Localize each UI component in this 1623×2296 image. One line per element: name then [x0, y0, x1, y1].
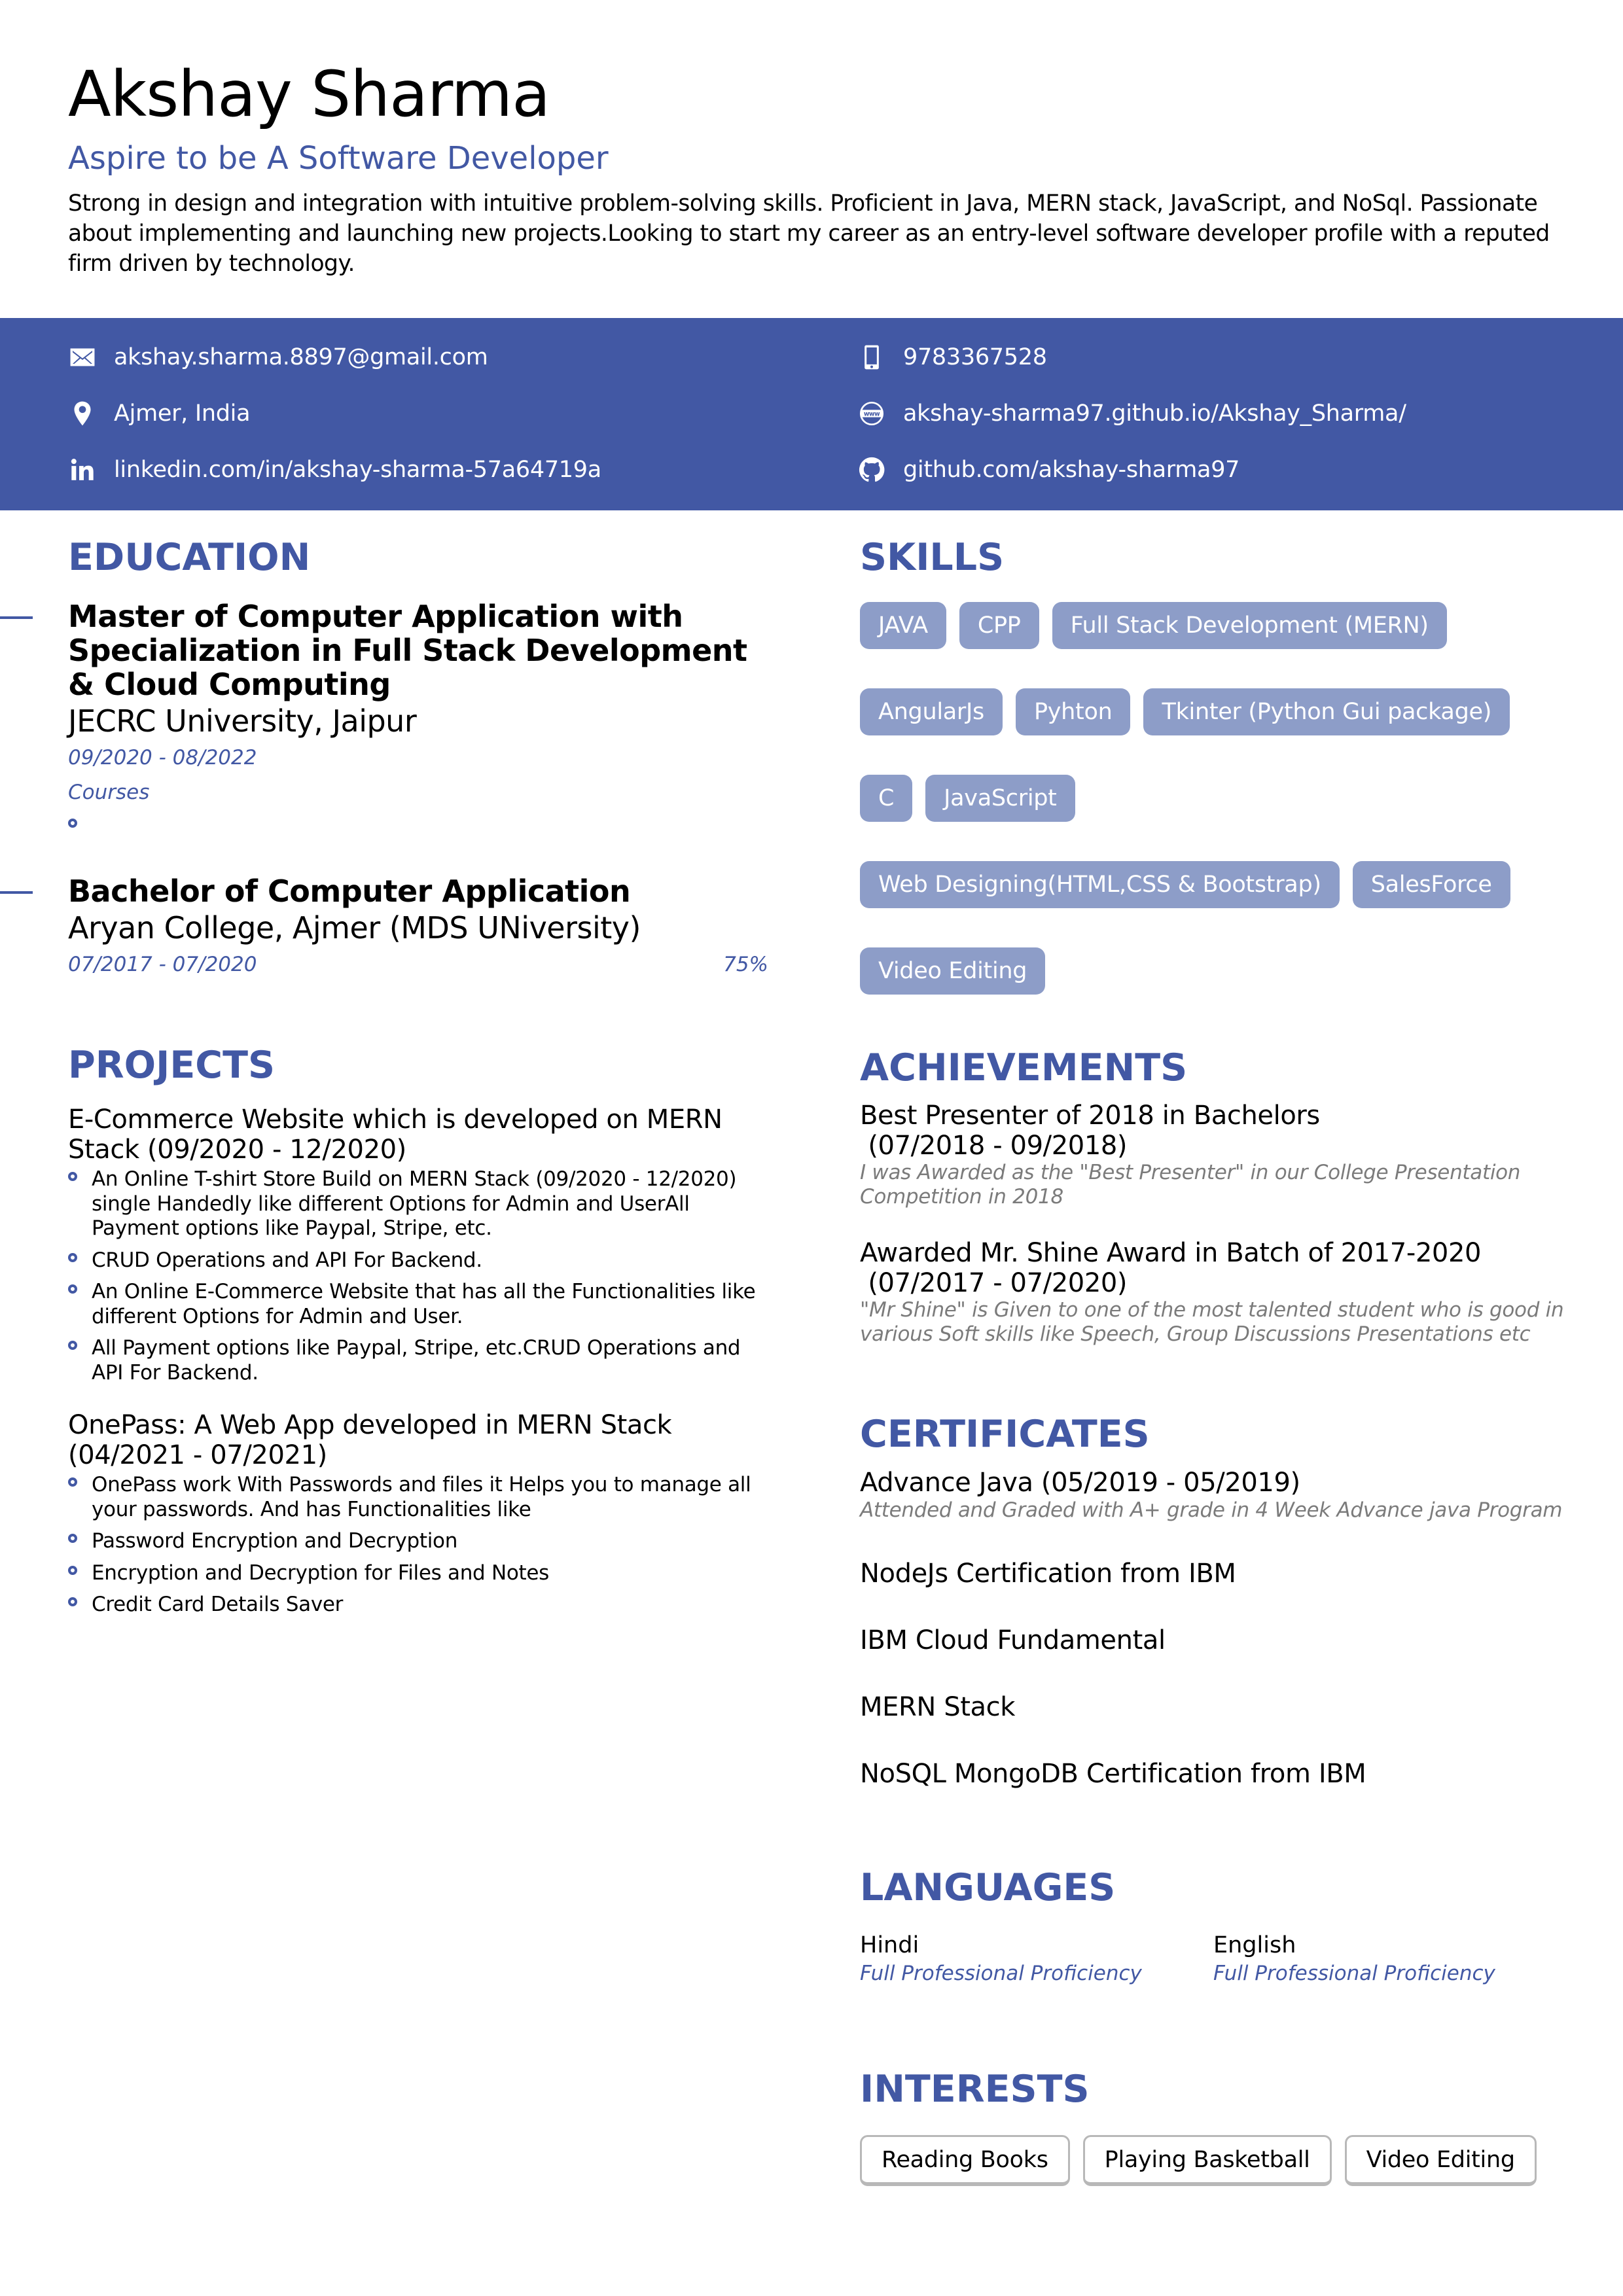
skills-heading: SKILLS — [860, 536, 1005, 579]
education-degree: Master of Computer Application with Specialization in Full Stack Development & Cloud Computing — [68, 599, 747, 702]
linkedin-icon — [68, 455, 97, 484]
achievement-title: Best Presenter of 2018 in Bachelors — [860, 1101, 1320, 1131]
courses-label: Courses — [68, 781, 150, 804]
certificates-section — [860, 1411, 1567, 1790]
mobile-phone-icon — [857, 343, 886, 372]
contact-bar — [0, 318, 1623, 510]
profile-summary: Strong in design and integration with intuitive problem-solving skills. Proficient in Java, MERN stack, JavaScript, and NoSql. Passionate about implementing and launching new projects.Looking to start my career as an entry-level software developer profile with a reputed firm driven by technology. — [68, 190, 1550, 277]
education-item — [68, 874, 768, 981]
certificate-title: NodeJs Certification from IBM — [860, 1559, 1236, 1589]
bullet-ring-icon — [68, 1566, 77, 1575]
interests-heading: INTERESTS — [860, 2068, 1090, 2111]
project-item — [68, 1410, 768, 1617]
envelope-icon — [68, 343, 97, 372]
certificate-title: MERN Stack — [860, 1692, 1015, 1722]
timeline-marker — [0, 616, 33, 619]
skill-tag: SalesForce — [1353, 861, 1510, 908]
project-bullets — [68, 1473, 768, 1617]
skills-section — [860, 534, 1567, 995]
projects-heading: PROJECTS — [68, 1044, 276, 1087]
github-text: github.com/akshay-sharma97 — [903, 457, 1240, 483]
location-pin-icon — [68, 399, 97, 428]
skill-tag: Pyhton — [1016, 688, 1131, 735]
skill-tag: Full Stack Development (MERN) — [1052, 602, 1447, 649]
svg-text:www: www — [863, 410, 880, 418]
interests-section — [860, 2066, 1567, 2186]
project-bullet: Credit Card Details Saver — [68, 1593, 768, 1617]
www-globe-icon — [857, 399, 886, 428]
location-text: Ajmer, India — [114, 400, 251, 427]
phone-text: 9783367528 — [903, 344, 1047, 370]
contact-linkedin[interactable] — [68, 450, 601, 489]
left-column — [68, 510, 768, 1625]
contact-email[interactable] — [68, 338, 488, 377]
timeline-marker — [0, 891, 33, 894]
bullet-ring-icon — [68, 1534, 77, 1543]
education-degree: Bachelor of Computer Application — [68, 874, 631, 909]
language-level: Full Professional Proficiency — [1213, 1962, 1495, 1985]
certificate-title: Advance Java (05/2019 - 05/2019) — [860, 1468, 1300, 1498]
bullet-ring-icon — [68, 1253, 77, 1262]
skill-tag: Video Editing — [860, 947, 1045, 995]
certificate-item — [860, 1467, 1567, 1523]
project-title: E-Commerce Website which is developed on MERN Stack (09/2020 - 12/2020) — [68, 1104, 722, 1165]
bullet-ring-icon — [68, 1477, 77, 1487]
bullet-ring-icon — [68, 1172, 77, 1181]
languages-list — [860, 1931, 1567, 1987]
achievements-heading: ACHIEVEMENTS — [860, 1046, 1188, 1089]
project-bullet: Encryption and Decryption for Files and Notes — [68, 1561, 768, 1586]
project-bullets — [68, 1167, 768, 1385]
candidate-tagline: Aspire to be A Software Developer — [68, 140, 609, 177]
skill-tag: JAVA — [860, 602, 946, 649]
achievement-title: Awarded Mr. Shine Award in Batch of 2017-2020 — [860, 1238, 1482, 1268]
project-bullet: An Online T-shirt Store Build on MERN Stack (09/2020 - 12/2020) single Handedly like different Options for Admin and UserAll Payment options like Paypal, Stripe, etc. — [68, 1167, 768, 1241]
certificate-title: IBM Cloud Fundamental — [860, 1625, 1166, 1655]
bullet-ring-icon — [68, 1284, 77, 1294]
project-bullet: OnePass work With Passwords and files it Helps you to manage all your passwords. And has Functionalities like — [68, 1473, 768, 1522]
certificates-heading: CERTIFICATES — [860, 1413, 1150, 1456]
language-name: Hindi — [860, 1932, 919, 1958]
project-bullet: CRUD Operations and API For Backend. — [68, 1248, 768, 1273]
skill-tag: Tkinter (Python Gui package) — [1143, 688, 1510, 735]
contact-website[interactable] — [857, 394, 1406, 433]
linkedin-text: linkedin.com/in/akshay-sharma-57a64719a — [114, 457, 601, 483]
education-section — [68, 534, 768, 981]
bullet-ring-icon — [68, 819, 77, 828]
contact-github[interactable] — [857, 450, 1240, 489]
bullet-ring-icon — [68, 1341, 77, 1350]
education-meta — [68, 741, 768, 775]
interests-list — [860, 2135, 1567, 2186]
education-dates: 07/2017 - 07/2020 — [68, 953, 257, 976]
email-text: akshay.sharma.8897@gmail.com — [114, 344, 488, 370]
courses-list — [68, 810, 768, 836]
education-school: Aryan College, Ajmer (MDS UNiversity) — [68, 910, 641, 945]
contact-phone[interactable] — [857, 338, 1047, 377]
achievement-description: "Mr Shine" is Given to one of the most talented student who is good in various Soft skills like Speech, Group Discussions Presentations etc — [860, 1298, 1564, 1346]
achievement-dates: (07/2017 - 07/2020) — [860, 1268, 1128, 1298]
contact-location — [68, 394, 250, 433]
skills-list — [860, 602, 1567, 995]
language-level: Full Professional Proficiency — [860, 1962, 1142, 1985]
education-heading: EDUCATION — [68, 536, 311, 579]
achievements-section — [860, 1044, 1567, 1347]
language-item — [860, 1931, 1213, 1987]
project-bullet: An Online E-Commerce Website that has all the Functionalities like different Options for Admin and User. — [68, 1280, 768, 1329]
languages-heading: LANGUAGES — [860, 1866, 1116, 1909]
bullet-ring-icon — [68, 1597, 77, 1606]
project-title: OnePass: A Web App developed in MERN Stack (04/2021 - 07/2021) — [68, 1410, 672, 1470]
language-item — [1213, 1931, 1567, 1987]
right-column — [860, 510, 1567, 2186]
skill-tag: Web Designing(HTML,CSS & Bootstrap) — [860, 861, 1340, 908]
resume-header — [68, 51, 1567, 279]
achievement-dates: (07/2018 - 09/2018) — [860, 1131, 1128, 1161]
candidate-name: Akshay Sharma — [68, 58, 550, 131]
education-dates: 09/2020 - 08/2022 — [68, 746, 257, 769]
github-icon — [857, 455, 886, 484]
interest-tag: Reading Books — [860, 2135, 1070, 2186]
achievement-item — [860, 1238, 1567, 1347]
skill-tag: C — [860, 775, 912, 822]
interest-tag: Video Editing — [1345, 2135, 1537, 2186]
certificate-description: Attended and Graded with A+ grade in 4 Week Advance java Program — [860, 1498, 1563, 1522]
achievement-item — [860, 1101, 1567, 1209]
project-bullet: Password Encryption and Decryption — [68, 1529, 768, 1554]
education-meta — [68, 947, 768, 981]
skill-tag: AngularJs — [860, 688, 1003, 735]
education-school: JECRC University, Jaipur — [68, 703, 417, 739]
skill-tag: JavaScript — [925, 775, 1075, 822]
language-name: English — [1213, 1932, 1296, 1958]
education-item — [68, 599, 768, 836]
languages-section — [860, 1864, 1567, 1987]
certificate-title: NoSQL MongoDB Certification from IBM — [860, 1759, 1366, 1789]
project-bullet: All Payment options like Paypal, Stripe, etc.CRUD Operations and API For Backend. — [68, 1336, 768, 1385]
website-text: akshay-sharma97.github.io/Akshay_Sharma/ — [903, 400, 1406, 427]
achievement-description: I was Awarded as the "Best Presenter" in our College Presentation Competition in 2018 — [860, 1161, 1521, 1209]
project-item — [68, 1104, 768, 1385]
skill-tag: CPP — [959, 602, 1039, 649]
interest-tag: Playing Basketball — [1083, 2135, 1332, 2186]
education-grade: 75% — [723, 953, 768, 976]
projects-section — [68, 1042, 768, 1617]
